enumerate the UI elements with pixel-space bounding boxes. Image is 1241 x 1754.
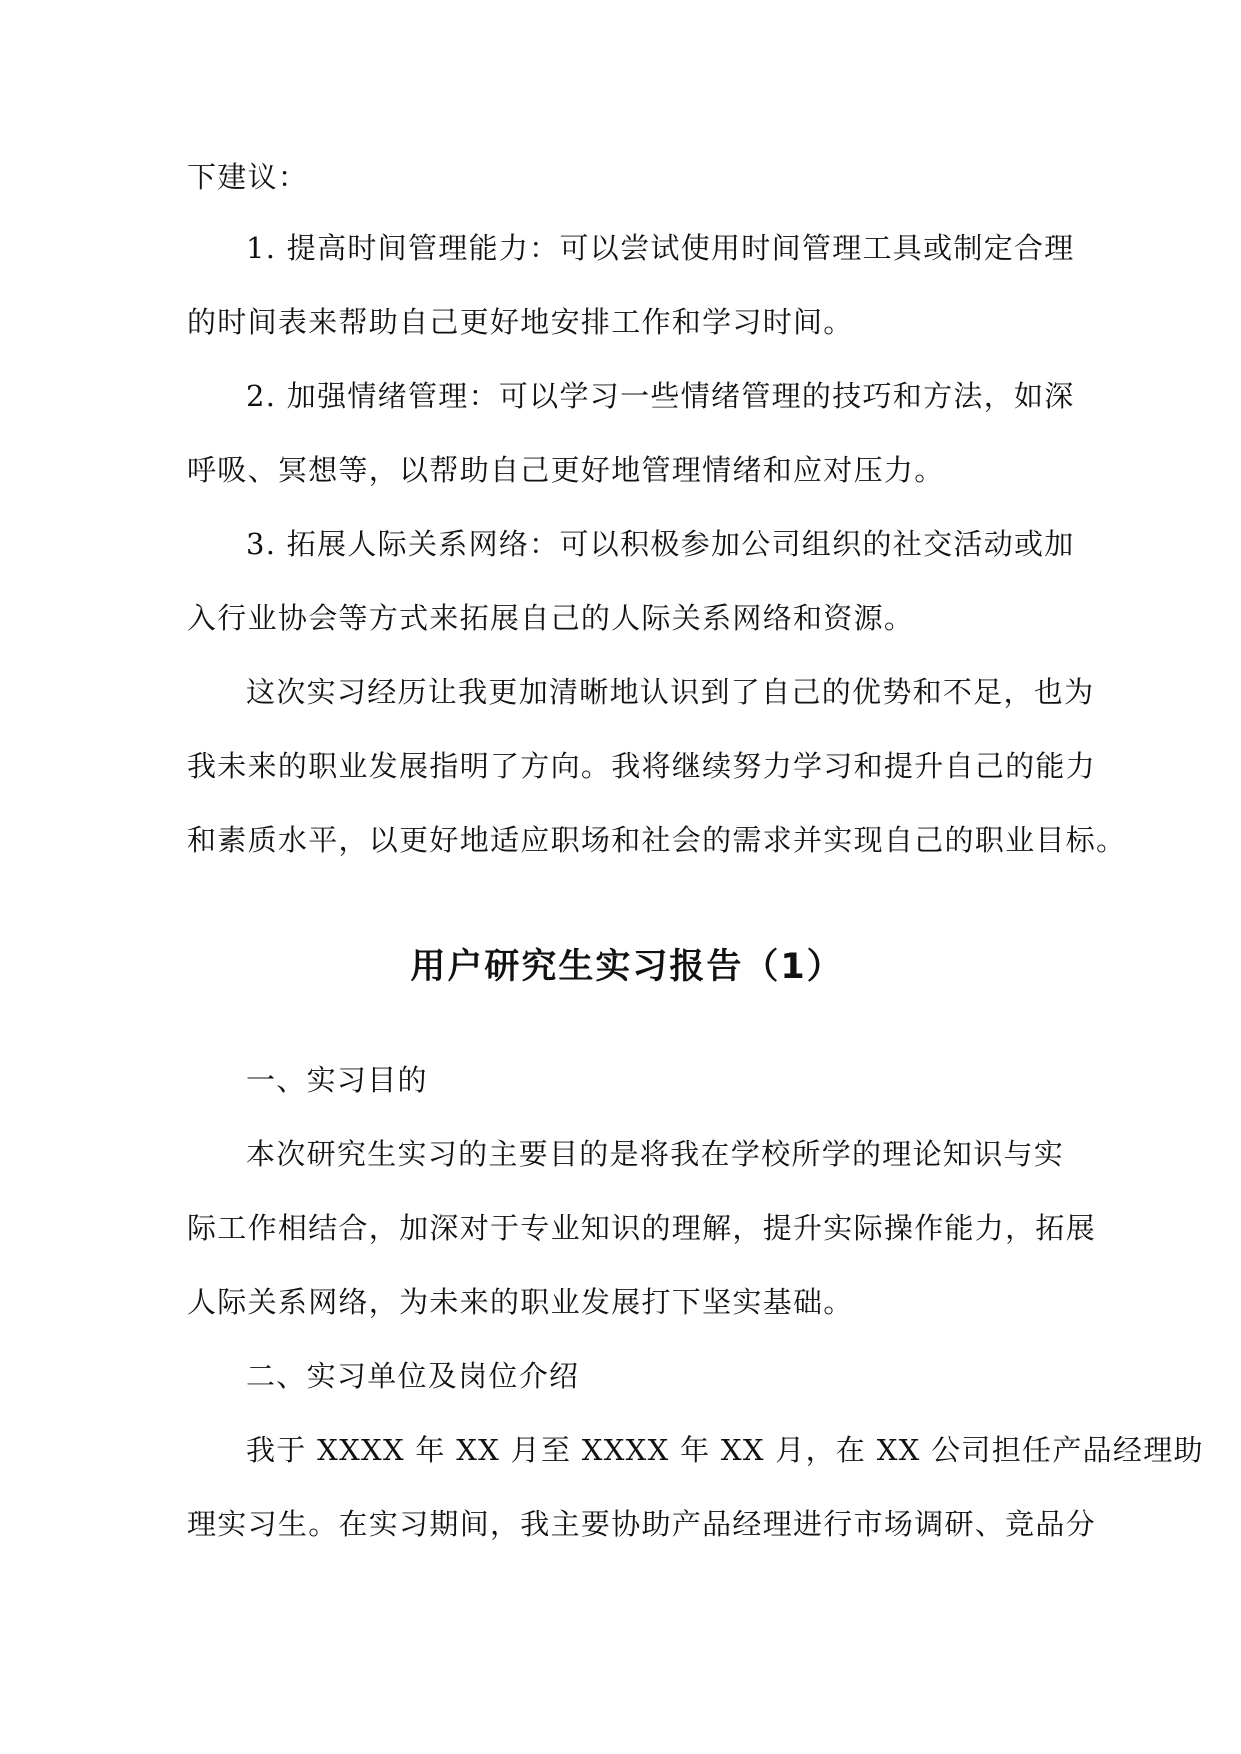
suggestion-2-line-1: 2. 加强情绪管理：可以学习一些情绪管理的技巧和方法，如深: [246, 379, 1075, 413]
section-1-line-1: 本次研究生实习的主要目的是将我在学校所学的理论知识与实: [246, 1137, 1065, 1171]
report-title: 用户研究生实习报告（1）: [410, 947, 844, 987]
suggestion-1-line-1: 1. 提高时间管理能力：可以尝试使用时间管理工具或制定合理: [246, 231, 1075, 265]
section-1-line-3: 人际关系网络，为未来的职业发展打下坚实基础。: [187, 1285, 854, 1319]
section-1-line-2: 际工作相结合，加深对于专业知识的理解，提升实际操作能力，拓展: [187, 1211, 1097, 1245]
section-2-heading: 二、实习单位及岗位介绍: [246, 1359, 580, 1393]
conclusion-line-1: 这次实习经历让我更加清晰地认识到了自己的优势和不足，也为: [246, 675, 1095, 709]
conclusion-line-2: 我未来的职业发展指明了方向。我将继续努力学习和提升自己的能力: [187, 749, 1097, 783]
suggestion-3-line-1: 3. 拓展人际关系网络：可以积极参加公司组织的社交活动或加: [246, 527, 1075, 561]
section-1-heading: 一、实习目的: [246, 1063, 428, 1097]
suggestion-3-line-2: 入行业协会等方式来拓展自己的人际关系网络和资源。: [187, 601, 915, 635]
paragraph-line: 下建议：: [187, 160, 309, 194]
conclusion-line-3: 和素质水平，以更好地适应职场和社会的需求并实现自己的职业目标。: [187, 823, 1127, 857]
suggestion-1-line-2: 的时间表来帮助自己更好地安排工作和学习时间。: [187, 305, 854, 339]
suggestion-2-line-2: 呼吸、冥想等，以帮助自己更好地管理情绪和应对压力。: [187, 453, 945, 487]
section-2-line-1: 我于 XXXX 年 XX 月至 XXXX 年 XX 月，在 XX 公司担任产品经理助: [246, 1433, 1204, 1467]
section-2-line-2: 理实习生。在实习期间，我主要协助产品经理进行市场调研、竞品分: [187, 1507, 1097, 1541]
